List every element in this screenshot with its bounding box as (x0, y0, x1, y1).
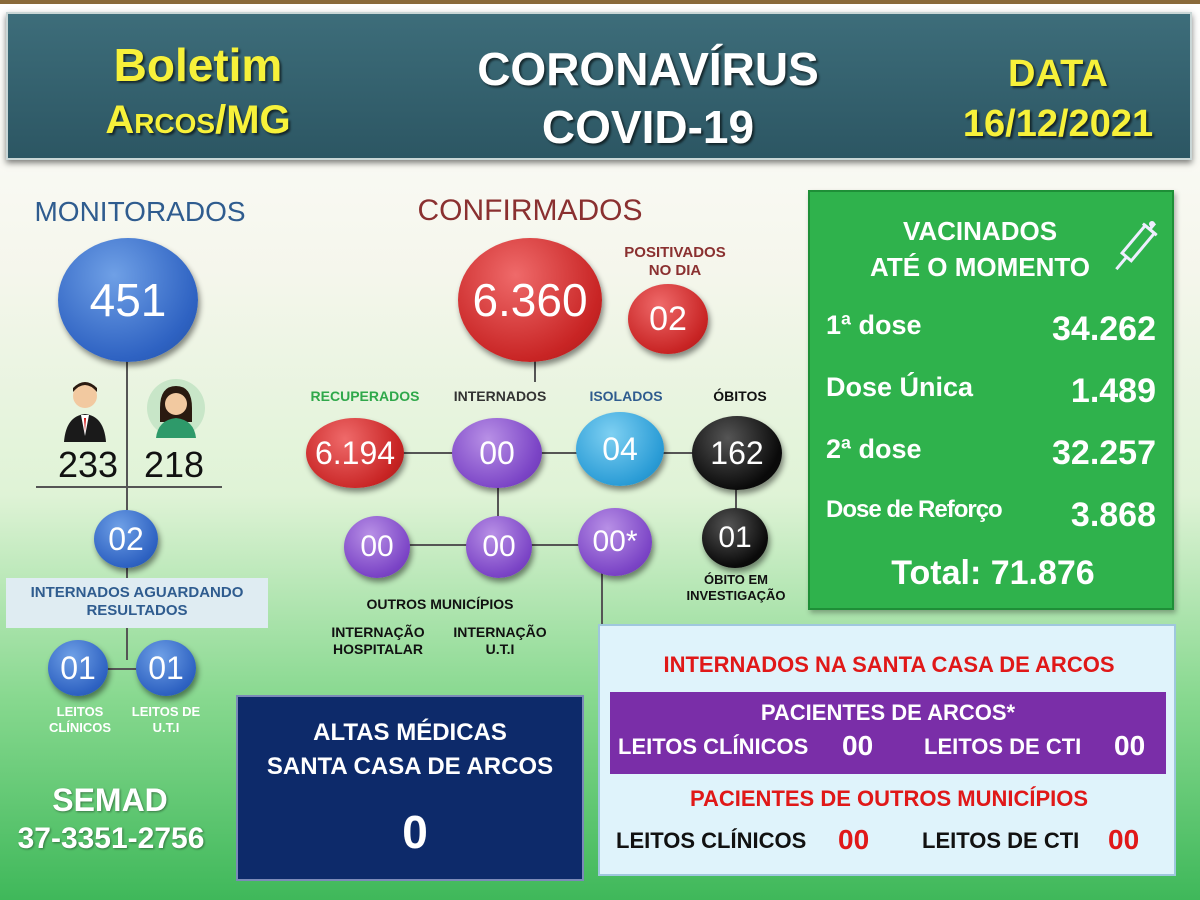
leitos-clinicos-label: LEITOS CLÍNICOS (48, 704, 112, 735)
obito-investigacao-circle: 01 (702, 508, 768, 568)
man-icon (60, 378, 110, 444)
outros-cti-label: LEITOS DE CTI (922, 828, 1080, 853)
altas-title: ALTAS MÉDICAS (313, 719, 507, 746)
aguardando-label: INTERNADOS AGUARDANDO RESULTADOS (6, 578, 268, 628)
vacinados-title: VACINADOS (902, 216, 1058, 246)
vacinados-subtitle: ATÉ O MOMENTO (869, 252, 1091, 282)
vac-dose-value: 32.257 (1052, 434, 1156, 472)
header-banner (6, 12, 1192, 160)
monitorados-title: MONITORADOS (34, 196, 246, 227)
internados-label: INTERNADOS (453, 388, 547, 404)
altas-medicas-panel (236, 695, 584, 881)
vac-dose-value: 34.262 (1052, 310, 1156, 348)
altas-value: 0 (402, 806, 428, 858)
obitos-label: ÓBITOS (713, 388, 767, 404)
vac-row-4 (810, 496, 1176, 536)
arcos-cti-value: 00 (1114, 730, 1146, 761)
arcos-patients-title: PACIENTES DE ARCOS* (760, 700, 1016, 725)
arcos-cti-label: LEITOS DE CTI (924, 734, 1082, 759)
internados-aguardando-circle: 02 (94, 510, 158, 568)
vac-row-2 (810, 372, 1176, 412)
recuperados-circle: 6.194 (306, 418, 404, 488)
positivados-circle: 02 (628, 284, 708, 354)
vac-dose-value: 1.489 (1070, 372, 1156, 410)
vac-dose-name: 2ª dose (826, 434, 922, 464)
outros-clinicos-label: LEITOS CLÍNICOS (616, 828, 807, 853)
santa-casa-panel (598, 624, 1176, 876)
isolados-label: ISOLADOS (589, 388, 663, 404)
syringe-icon (1110, 214, 1160, 280)
women-count: 218 (143, 444, 205, 485)
date-value: 16/12/2021 (962, 103, 1154, 145)
vac-dose-value: 3.868 (1070, 496, 1156, 534)
outros-municipios-circle: 00 (344, 516, 410, 578)
connector-line (396, 452, 740, 454)
obito-investigacao-label: ÓBITO EM INVESTIGAÇÃO (686, 572, 786, 603)
vac-total: Total: 71.876 (891, 554, 1095, 592)
vac-dose-name: 1ª dose (826, 310, 922, 340)
vac-dose-name: Dose Única (826, 372, 974, 402)
internacao-hospitalar-circle: 00 (466, 516, 532, 578)
coronavirus-title: CORONAVÍRUS (477, 43, 819, 95)
outros-clinicos-value: 00 (838, 824, 870, 855)
arcos-clinicos-value: 00 (842, 730, 874, 761)
outros-municipios-label: OUTROS MUNICÍPIOS (366, 596, 514, 612)
recuperados-label: RECUPERADOS (310, 388, 420, 404)
confirmados-total-circle: 6.360 (458, 238, 602, 362)
internacao-uti-circle: 00* (578, 508, 652, 576)
obitos-circle: 162 (692, 416, 782, 490)
altas-subtitle: SANTA CASA DE ARCOS (266, 753, 554, 780)
divider-line (36, 486, 222, 488)
arcos-patients-bar (610, 692, 1166, 774)
leitos-uti-circle: 01 (136, 640, 196, 696)
vac-row-3 (810, 434, 1176, 474)
vacinados-panel (808, 190, 1174, 610)
vac-row-1 (810, 310, 1176, 350)
boletim-title: Boletim (113, 39, 283, 91)
internacao-uti-label: INTERNAÇÃO U.T.I (453, 624, 547, 657)
leitos-clinicos-circle: 01 (48, 640, 108, 696)
semad-phone: 37-3351-2756 (17, 822, 205, 855)
woman-icon (146, 378, 206, 444)
men-count: 233 (57, 444, 119, 485)
covid-title: COVID-19 (541, 101, 755, 153)
outros-cti-value: 00 (1108, 824, 1140, 855)
internados-circle: 00 (452, 418, 542, 488)
internacao-hospitalar-label: INTERNAÇÃO HOSPITALAR (331, 624, 425, 657)
isolados-circle: 04 (576, 412, 664, 486)
top-border (0, 0, 1200, 4)
monitorados-total-circle: 451 (58, 238, 198, 362)
positivados-label: POSITIVADOS NO DIA (624, 244, 726, 279)
outros-patients-title: PACIENTES DE OUTROS MUNICÍPIOS (689, 786, 1089, 811)
santa-casa-title: INTERNADOS NA SANTA CASA DE ARCOS (663, 652, 1115, 677)
city-name: Arcos/MG (105, 98, 291, 142)
confirmados-title: CONFIRMADOS (417, 194, 643, 227)
semad-name: SEMAD (52, 782, 168, 818)
vac-dose-name: Dose de Reforço (826, 496, 1002, 523)
date-label: DATA (1008, 53, 1108, 95)
leitos-uti-label: LEITOS DE U.T.I (131, 704, 201, 735)
arcos-clinicos-label: LEITOS CLÍNICOS (618, 734, 809, 759)
